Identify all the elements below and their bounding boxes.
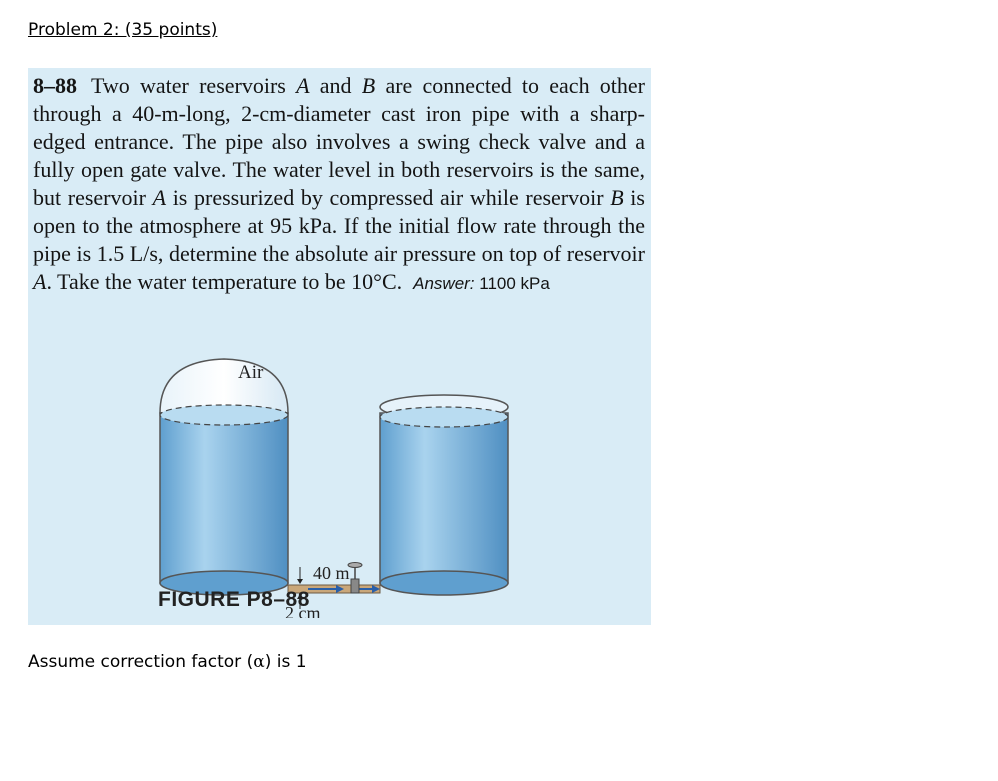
text-part: and [309, 73, 362, 98]
text-part: is pressurized by compressed air while reservoir [166, 185, 611, 210]
diameter-label: 2 cm [285, 603, 321, 618]
answer-label: Answer: [413, 274, 475, 293]
length-label: 40 m [313, 563, 350, 583]
reservoir-a-symbol: A [296, 73, 310, 98]
reservoir-figure [148, 353, 568, 618]
assumption-note [28, 652, 307, 672]
reservoir-a-water-surface [160, 405, 288, 425]
reservoir-b-bottom [380, 571, 508, 595]
answer [413, 274, 550, 293]
problem-statement [33, 72, 645, 298]
reservoir-b-symbol: B [361, 73, 376, 98]
alpha-symbol: α [253, 652, 265, 672]
reservoir-b-symbol: B [610, 185, 624, 210]
air-label: Air [238, 362, 264, 383]
reservoir-a-symbol: A [33, 269, 47, 294]
reservoir-a-symbol: A [152, 185, 167, 210]
text-part: are connected to each other through a 40-m-long, 2-cm-diameter cast iron pipe with a sharp-edged entrance. The pipe also involves a swing check valve and a fully open gate valve. The water level in both reservoirs is the same, but reservoir [33, 73, 646, 210]
text-part: Two water reservoirs [91, 73, 297, 98]
reservoir-a [160, 359, 288, 595]
problem-heading: Problem 2: (35 points) [28, 20, 218, 40]
figure-caption: FIGURE P8–88 [158, 588, 310, 611]
reservoir-b-water-surface [380, 407, 508, 427]
footer-text: ) is 1 [264, 652, 307, 672]
answer-value: 1100 kPa [479, 274, 550, 293]
footer-text: Assume correction factor ( [28, 652, 254, 672]
air-dome [160, 359, 288, 413]
reservoir-b-body [380, 413, 508, 583]
text-part: is open to the atmosphere at 95 kPa. If the initial flow rate through the pipe is 1.5 L/s, determine the absolute air pressure on top of reservoir [33, 185, 645, 266]
problem-number: 8–88 [33, 73, 77, 98]
reservoir-b [380, 395, 508, 595]
textbook-scan [28, 68, 651, 625]
reservoir-a-body [160, 413, 288, 583]
text-part: . Take the water temperature to be 10°C. [46, 269, 403, 294]
